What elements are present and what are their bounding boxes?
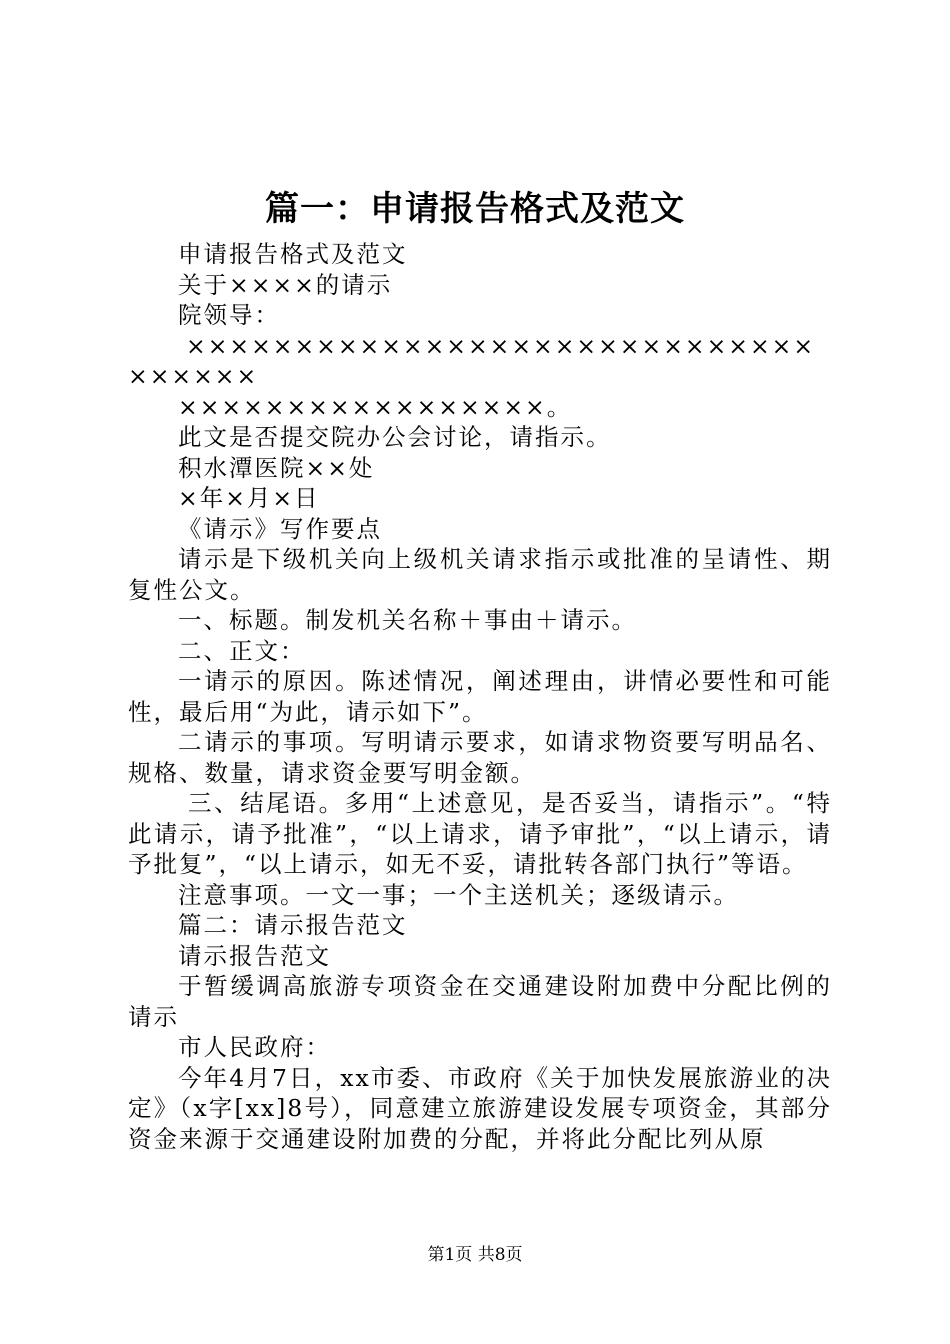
paragraph: 院领导： bbox=[178, 301, 280, 329]
paragraph: 二、正文： bbox=[178, 636, 306, 665]
paragraph: 此文是否提交院办公会讨论，请指示。 bbox=[178, 423, 612, 451]
paragraph: 请示是下级机关向上级机关请求指示或批准的呈请性、期复性公文。 bbox=[128, 545, 832, 604]
paragraph: 一、标题。制发机关名称＋事由＋请示。 bbox=[178, 606, 637, 634]
paragraph: 请示报告范文 bbox=[178, 941, 331, 970]
paragraph: 《请示》写作要点 bbox=[178, 514, 382, 543]
paragraph: 一请示的原因。陈述情况，阐述理由，讲情必要性和可能性，最后用“为此，请示如下”。 bbox=[128, 667, 832, 726]
document-body bbox=[128, 239, 832, 1154]
paragraph: 申请报告格式及范文 bbox=[178, 240, 408, 268]
paragraph: 关于××××的请示 bbox=[178, 270, 393, 299]
paragraph: 积水潭医院××处 bbox=[178, 453, 375, 482]
paragraph: ××××××××××××××××××××××××××××××××××× bbox=[128, 331, 816, 390]
paragraph: 今年4月7日，xx市委、市政府《关于加快发展旅游业的决定》（x字[xx]8号），同意建立旅游建设发展专项资金，其部分资金来源于交通建设附加费的分配，并将此分配比列从原 bbox=[128, 1063, 832, 1153]
paragraph: 三、结尾语。多用“上述意见，是否妥当，请指示”。“特此请示，请予批准”，“以上请求，请予审批”，“以上请示，请予批复”，“以上请示，如无不妥，请批转各部门执行”等语。 bbox=[128, 789, 832, 878]
paragraph: 市人民政府： bbox=[178, 1033, 331, 1061]
paragraph: ×××××××××××××××××。 bbox=[178, 392, 573, 421]
paragraph: 篇二：请示报告范文 bbox=[178, 911, 408, 939]
paragraph: 二请示的事项。写明请示要求，如请求物资要写明品名、规格、数量，请求资金要写明金额。 bbox=[128, 728, 832, 787]
paragraph: ×年×月×日 bbox=[178, 484, 320, 512]
document-title: 篇一：申请报告格式及范文 bbox=[265, 189, 685, 229]
paragraph: 于暂缓调高旅游专项资金在交通建设附加费中分配比例的请示 bbox=[128, 972, 832, 1031]
paragraph: 注意事项。一文一事；一个主送机关；逐级请示。 bbox=[178, 880, 739, 909]
page-number-footer: 第1页 共8页 bbox=[427, 1245, 523, 1265]
